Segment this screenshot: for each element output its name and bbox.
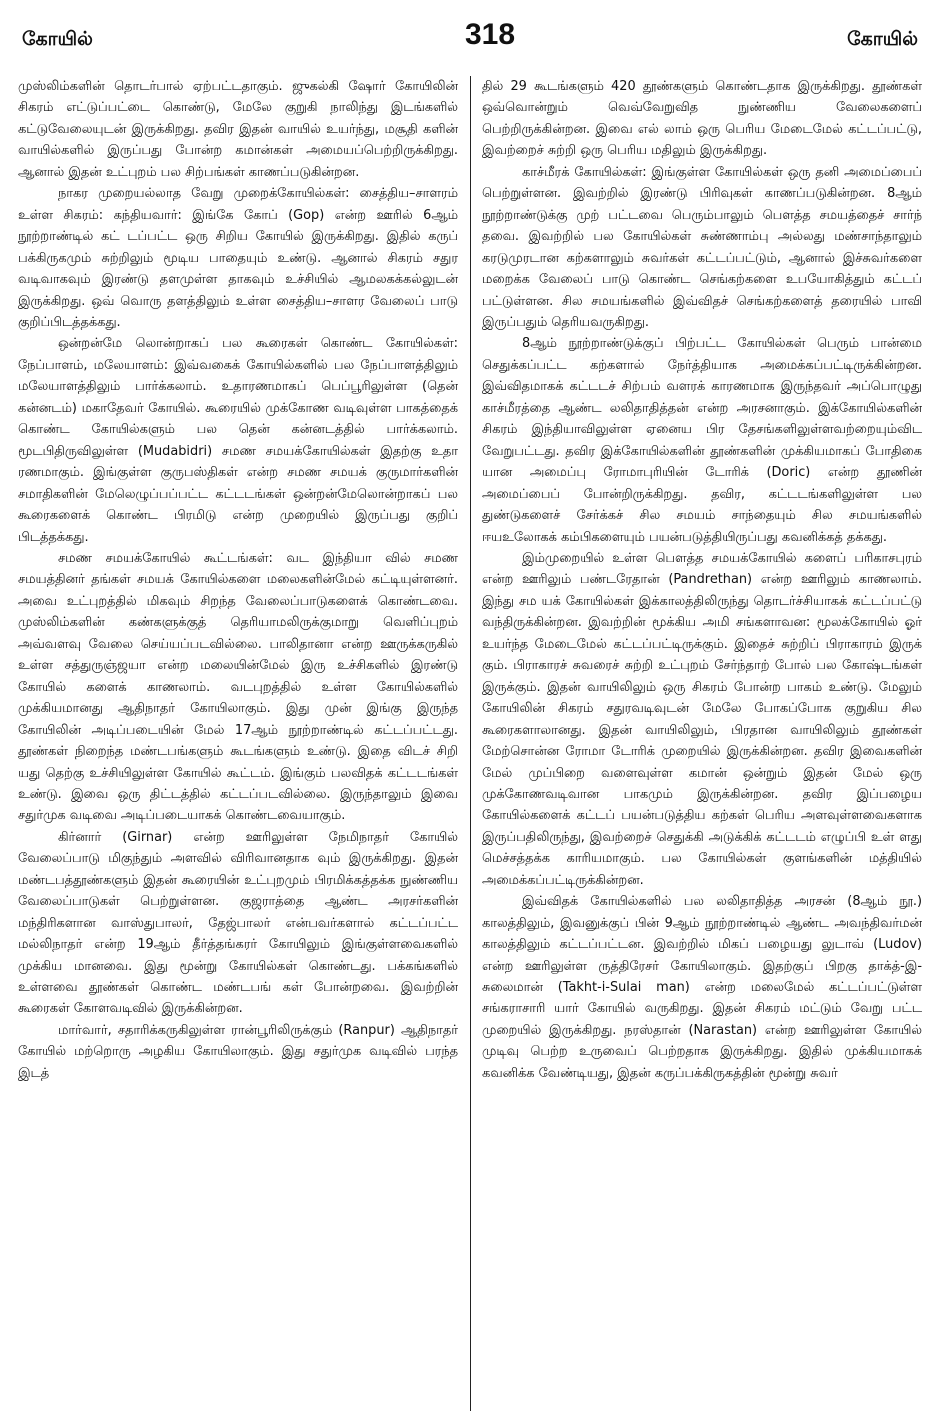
- right-column: [482, 76, 922, 1416]
- paragraph: 8ஆம் நூற்றாண்டுக்குப் பிற்பட்ட கோயில்கள் பெரும் பான்மை செதுக்கப்பட்ட கற்களால் நேர்த்தியாக அமைக்கப்பட்டிருக்கின்றன. இவ்விதமாகக் கட்டடச் சிற்பம் வளரக் காரணமாக இருந்தவர் அப்பொழுது காச்மீரத்தை ஆண்ட லலிதாதித்தன் என்ற அரசனாகும். இக்கோயில்களின் சிகரம் இந்தியாவிலுள்ள ஏனைய பிர தேசங்களிலுள்ளவற்றையும்விட வேறுபட்டது. தவிர இக்கோயில்களின் தூண்களின் முக்கியமாகப் போதிகை யான அமைப்பு ரோமாபுரியின் டோரிக் (Doric) என்ற தூணின் அமைப்பைப் போன்றிருக்கிறது. தவிர, கட்டடங்களிலுள்ள பல துண்டுகளைச் சேர்க்கச் சில சமயம் சாந்தையும் சில சமயங்களில் ஈயஉலோகக் கம்பிகளையும் பயன்படுத்தியிருப்பது கவனிக்கத் தக்கது.: [482, 336, 922, 545]
- paragraph: நாகர முறையல்லாத வேறு முறைக்கோயில்கள்: சைத்திய–சாளரம் உள்ள சிகரம்: கந்தியவார்: இங்கே கோப் (Gop) என்ற ஊரில் 6ஆம் நூற்றாண்டில் கட் டப்பட்ட ஒரு சிறிய கோயில் இருக்கிறது. இதில் கருப் பக்கிருகமும் சுற்றிலும் மூடிய பாதையும் உண்டு. ஆனால் சிகரம் சதுர வடிவாகவும் இரண்டு தளமுள்ள தாகவும் உச்சியில் ஆமலகக்கல்லுடன் இருக்கிறது. ஒவ் வொரு தளத்திலும் உள்ள சைத்திய–சாளர வேலைப் பாடு குறிப்பிடத்தக்கது.: [18, 186, 458, 330]
- paragraph: ஒன்றன்மே லொன்றாகப் பல கூரைகள் கொண்ட கோயில்கள்: நேப்பாளம், மலேயாளம்: இவ்வகைக் கோயில்களில் பல நேப்பாளத்திலும் மலேயாளத்திலும் பார்க்கலாம். உதாரணமாகப் பெப்பூரிலுள்ள (தென் கன்னடம்) மகாதேவர் கோயில். கூரையில் முக்கோண வடிவுள்ள பாகத்தைக் கொண்ட கோயில்களும் பல தென் கன்னடத்தில் பார்க்கலாம். மூடபிதிருவிலுள்ள (Mudabidri) சமண சமயக்கோயில்கள் இதற்கு உதா ரணமாகும். இங்குள்ள குருபஸ்திகள் என்ற சமண சமயக் குருமார்களின் சமாதிகளின் மேலெழுப்பப்பட்ட கட்டடங்கள் ஒன்றன்மேலொன்றாகப் பல கூரைகளைக் கொண்ட பிரமிடு என்ற முறையில் இருப்பது குறிப் பிடத்தக்கது.: [18, 336, 458, 545]
- paragraph: தில் 29 கூடங்களும் 420 தூண்களும் கொண்டதாக இருக்கிறது. தூண்கள் ஒவ்வொன்றும் வெவ்வேறுவித நுண்ணிய வேலைகளைப் பெற்றிருக்கின்றன. இவை எல் லாம் ஒரு பெரிய மேடைமேல் கட்டப்பட்டு, இவற்றைச் சுற்றி ஒரு பெரிய மதிலும் இருக்கிறது.: [482, 79, 922, 159]
- left-column: [18, 76, 458, 1416]
- paragraph: கிர்னார் (Girnar) என்ற ஊரிலுள்ள நேமிநாதர் கோயில் வேலைப்பாடு மிகுந்தும் அளவில் விரிவானதாக வும் இருக்கிறது. இதன் மண்டபத்தூண்களும் இதன் கூரையின் உட்புறமும் பிரமிக்கத்தக்க நுண்ணிய வேலைப்பாடுகள் பெற்றுள்ளன. குஜராத்தை ஆண்ட அரசர்களின் மந்திரிகளான வாஸ்துபாலர், தேஜ்பாலர் என்பவர்களால் கட்டப்பட்ட மல்லிநாதர் என்ற 19ஆம் தீர்த்தங்கரர் கோயிலும் இங்குள்ளவைகளில் முக்கிய மானவை. இது மூன்று கோயில்கள் கொண்டது. பக்கங்களில் உள்ளவை தூண்கள் கொண்ட மண்டபங் கள் போன்றவை. இவற்றின் கூரைகள் கோளவடிவில் இருக்கின்றன.: [18, 829, 458, 1017]
- running-title-left: கோயில்: [22, 28, 93, 50]
- column-divider: [470, 76, 471, 1411]
- paragraph: சமண சமயக்கோயில் கூட்டங்கள்: வட இந்தியா வில் சமண சமயத்தினர் தங்கள் சமயக் கோயில்களை மலைகளின்மேல் கட்டியுள்ளனர். அவை உட்புறத்தில் மிகவும் சிறந்த வேலைப்பாடுகளைக் கொண்டவை. முஸ்லிம்களின் கண்களுக்குத் தெரியாமலிருக்குமாறு வெளிப்புறம் அவ்வளவு வேலை செய்யப்படவில்லை. பாலிதானா என்ற ஊருக்கருகில் உள்ள சத்துருஞ்ஜயா என்ற மலையின்மேல் இரு உச்சிகளில் இரண்டு கோயில் களைக் காணலாம். வடபுறத்தில் உள்ள கோயில்களில் முக்கியமானது ஆதிநாதர் கோயிலாகும். இது முன் இங்கு இருந்த கோயிலின் அடிப்படையின் மேல் 17ஆம் நூற்றாண்டில் கட்டப்பட்டது. தூண்கள் நிறைந்த மண்டபங்களும் கூடங்களும் உண்டு. இதை விடச் சிறி யது தெற்கு உச்சியிலுள்ள கோயில் கூட்டம். இங்கும் பலவிதக் கட்டடங்கள் உண்டு. இவை ஒரு திட்டத்தில் கட்டப்படவில்லை. இருந்தாலும் இவை சதுர்முக வடிவை அடிப்படையாகக் கொண்டவையாகும்.: [18, 550, 458, 824]
- paragraph: மார்வார், சதாரிக்கருகிலுள்ள ரான்பூரிலிருக்கும் (Ranpur) ஆதிநாதர் கோயில் மற்றொரு அழகிய கோயிலாகும். இது சதுர்முக வடிவில் பரந்த இடத்: [18, 1022, 458, 1081]
- running-title-right: கோயில்: [847, 28, 918, 50]
- paragraph: காச்மீரக் கோயில்கள்: இங்குள்ள கோயில்கள் ஒரு தனி அமைப்பைப் பெற்றுள்ளன. இவற்றில் இரண்டு பிரிவுகள் காணப்படுகின்றன. 8ஆம் நூற்றாண்டுக்கு முற் பட்டவை பெரும்பாலும் பௌத்த சமயத்தைச் சார்ந் தவை. இவற்றில் பல கோயில்கள் சுண்ணாம்பு அல்லது மண்சாந்தாலும் கரடுமுரடான கற்களாலும் சுவர்கள் கட்டப்பட்டும், ஆனால் இச்சுவர்களை மறைக்க வேலைப் பாடு கொண்ட செங்கற்களை உபயோகித்தும் கட்டப் பட்டுள்ளன. சில சமயங்களில் இவ்விதச் செங்கற்களைத் தரையில் பாவி இருப்பதும் தெரியவருகிறது.: [482, 164, 922, 330]
- page-header: [22, 18, 918, 64]
- paragraph: இவ்விதக் கோயில்களில் பல லலிதாதித்த அரசன் (8ஆம் நூ.) காலத்திலும், இவனுக்குப் பின் 9ஆம் நூற்றாண்டில் ஆண்ட அவந்திவர்மன் காலத்திலும் கட்டப்பட்டன. இவற்றில் மிகப் பழையது லுடாவ் (Ludov) என்ற ஊரிலுள்ள ருத்திரேசர் கோயிலாகும். இதற்குப் பிறகு தாக்த்-இ-சுலைமான் (Takht-i-Sulai man) என்ற மலைமேல் கட்டப்பட்டுள்ள சங்கராசாரி யார் கோயில் வருகிறது. இதன் சிகரம் மட்டும் வேறு பட்ட முறையில் இருக்கிறது. நரஸ்தான் (Narastan) என்ற ஊரிலுள்ள கோயில் முடிவு பெற்ற உருவைப் பெற்றதாக இருக்கிறது. இதில் முக்கியமாகக் கவனிக்க வேண்டியது, இதன் கருப்பக்கிருகத்தின் மூன்று சுவர்: [482, 894, 922, 1081]
- paragraph: முஸ்லிம்களின் தொடர்பால் ஏற்பட்டதாகும். ஜுகல்கி ஷோர் கோயிலின் சிகரம் எட்டுப்பட்டை கொண்டு, மேலே குறுகி நாலிந்து இடங்களில் கட்டுவேலையுடன் இருக்கிறது. தவிர இதன் வாயில் உயர்ந்து, மசூதி களின் வாயில்களில் இருப்பது போன்ற கமான்கள் அமையப்பெற்றிருக்கிறது. ஆனால் இதன் உட்புறம் பல சிற்பங்கள் காணப்படுகின்றன.: [18, 79, 458, 180]
- page-number: 318: [464, 18, 516, 51]
- paragraph: இம்முறையில் உள்ள பௌத்த சமயக்கோயில் களைப் பரிகாசபுரம் என்ற ஊரிலும் பண்டரேதான் (Pandrethan) என்ற ஊரிலும் காணலாம். இந்து சம யக் கோயில்கள் இக்காலத்திலிருந்து தொடர்ச்சியாகக் கட்டப்பட்டு வந்திருக்கின்றன. இவற்றின் மூக்கிய அமி சங்களாவன: மூலக்கோயில் ஓர் உயர்ந்த மேடைமேல் கட்டப்பட்டிருக்கும். இதைச் சுற்றிப் பிராகாரம் இருக் கும். பிராகாரச் சுவரைச் சுற்றி உட்புறம் சேர்ந்தாற் போல் பல கோஷ்டங்கள் இருக்கும். இதன் வாயிலிலும் ஒரு சிகரம் போன்ற பாகம் உண்டு. மேலும் கோயிலின் சிகரம் சதுரவடிவுடன் மேலே போகப்போக குறுகிய சில கூரைகளாலானது. இதன் வாயிலிலும், பிரதான வாயிலிலும் தூண்கள் மேற்சொன்ன ரோமா டோரிக் முறையில் இருக்கின்றன. தவிர இவைகளின் மேல் முப்பிறை வளைவுள்ள கமான் ஒன்றும் இதன் மேல் ஒரு முக்கோணவடிவான பாகமும் இருக்கின்றன. தவிர இப்பழைய கோயில்களைக் கட்டப் பயன்படுத்திய கற்கள் பெரிய அளவுள்ளவைகளாக இருப்பதிலிருந்து, இவற்றைச் செதுக்கி அடுக்கிக் கட்டடம் எழுப்பி உள் ளது மெச்சத்தக்க காரியமாகும். பல கோயில்கள் குளங்களின் மத்தியில் அமைக்கப்பட்டிருக்கின்றன.: [482, 550, 922, 888]
